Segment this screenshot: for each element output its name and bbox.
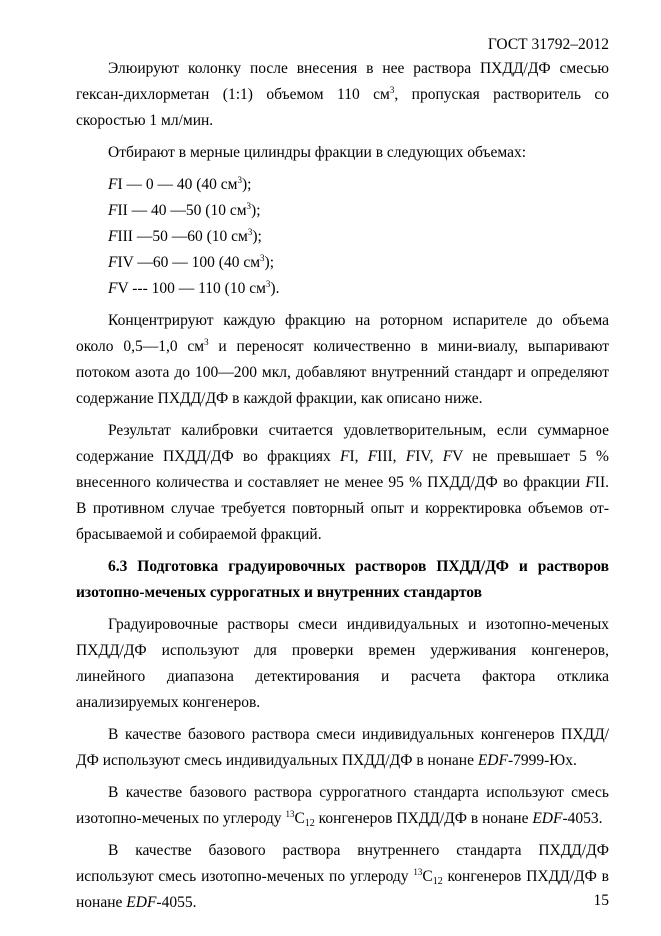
fraction-item [76, 224, 609, 250]
text: -4053. [562, 810, 603, 827]
text: III, [377, 448, 406, 465]
fraction-item [76, 276, 609, 302]
subscript: 12 [432, 876, 443, 887]
superscript: 3 [389, 85, 395, 95]
text: -4055. [156, 894, 197, 911]
text: ); [251, 202, 261, 219]
text: В качестве базового раствора внутреннего стандарта ПХДД/ДФ используют смесь изотопно-меченых по углероду [76, 842, 609, 885]
text: -7999-Юх. [507, 752, 577, 769]
text: конгенеров ПХДД/ДФ в нонане [314, 810, 533, 827]
fraction-name: IV [117, 254, 134, 271]
paragraph-calibration-result [76, 418, 609, 548]
superscript: 13 [285, 809, 295, 819]
standard-header: ГОСТ 31792–2012 [487, 36, 609, 53]
text: , пропуская растворитель со скоростью 1 мл/мин. [76, 86, 609, 129]
fraction-range: --- 100 — 110 (10 см [128, 280, 266, 297]
fraction-range: — 0 — 40 (40 см [122, 176, 238, 193]
superscript: 3 [247, 227, 253, 237]
fraction-symbol: F [108, 280, 118, 297]
subscript: 12 [304, 818, 315, 829]
text: ). [270, 280, 280, 297]
fraction-item [76, 250, 609, 276]
fraction-symbol: F [108, 202, 118, 219]
paragraph-calibration-solutions: Градуировочные растворы смеси индивидуальных и изотопно-меченых ПХДД/ДФ используют для проверки времен удерживания конгенеров, линейного диапазона детектирования и расчета фактора отклика анализируемых конгенеров. [76, 616, 609, 711]
fraction-list [76, 172, 609, 302]
fraction-range: — 40 —50 (10 см [127, 202, 247, 219]
paragraph-concentration [76, 308, 609, 412]
paragraph-elution [76, 56, 609, 134]
fraction-name: III [117, 228, 133, 245]
text: I, [349, 448, 368, 465]
text: В качестве базового раствора суррогатного стандарта используют смесь изотопно-меченых по углероду [76, 784, 609, 827]
fraction-symbol: F [339, 448, 350, 465]
text: C [422, 868, 433, 885]
product-code: EDF [126, 894, 157, 911]
fraction-symbol: F [405, 448, 416, 465]
superscript: 3 [204, 337, 209, 347]
text: ); [264, 254, 274, 271]
fraction-range: —50 —60 (10 см [132, 228, 248, 245]
text: C [294, 810, 305, 827]
fraction-item [76, 172, 609, 198]
page-body [76, 56, 609, 922]
fraction-symbol: F [108, 176, 118, 193]
text: В качестве базового раствора смеси индивидуальных конгенеров ПХДД/ДФ используют смесь индивидуальных ПХДД/ДФ в нонане [76, 726, 609, 769]
text: II. В противном случае требуется повторный опыт и корректировка объемов от-брасываемой и собираемой фракций. [76, 474, 609, 543]
fraction-range: —60 — 100 (40 см [133, 254, 261, 271]
fraction-name: I [117, 176, 123, 193]
paragraph-surrogate-standard [76, 780, 609, 832]
fraction-name: V [117, 280, 129, 297]
text: V не превышает 5 % внесенного количества и составляет не менее 95 % ПХДД/ДФ во фракции [76, 448, 609, 491]
fraction-name: II [117, 202, 128, 219]
fraction-symbol: F [585, 474, 595, 491]
paragraph-base-solution [76, 722, 609, 774]
fraction-item [76, 198, 609, 224]
text: Концентрируют каждую фракцию на роторном испарителе до объема около 0,5—1,0 см [76, 312, 609, 355]
superscript: 13 [413, 867, 423, 877]
superscript: 3 [260, 253, 265, 263]
fraction-symbol: F [367, 448, 378, 465]
fraction-symbol: F [108, 254, 118, 271]
paragraph-internal-standard [76, 838, 609, 916]
fraction-symbol: F [442, 448, 453, 465]
text: Элюируют колонку после внесения в нее раствора ПХДД/ДФ смесью гексан-дихлорметан (1:1) объемом 110 см [76, 60, 609, 103]
text: ); [252, 228, 262, 245]
section-heading: 6.3 Подготовка градуировочных растворов ПХДД/ДФ и растворов изотопно-меченых суррогатных и внутренних стандартов [76, 558, 609, 601]
text: ); [242, 176, 252, 193]
product-code: EDF [477, 752, 508, 769]
text: Результат калибровки считается удовлетворительным, если суммарное содержание ПХДД/ДФ во фракциях [76, 422, 609, 465]
text: конгенеров ПХДД/ДФ в нонане [76, 868, 609, 911]
superscript: 3 [246, 201, 252, 211]
paragraph-fractions-intro: Отбирают в мерные цилиндры фракции в следующих объемах: [108, 144, 527, 161]
text: IV, [415, 448, 443, 465]
superscript: 3 [265, 279, 271, 289]
product-code: EDF [532, 810, 563, 827]
fraction-symbol: F [108, 228, 118, 245]
page-number: 15 [593, 892, 609, 909]
superscript: 3 [237, 175, 242, 185]
text: и переносят количественно в мини-виалу, выпаривают потоком азота до 100—200 мкл, добавляют внутренний стандарт и определяют содержание ПХДД/ДФ в каждой фракции, как описано ниже. [76, 338, 610, 407]
